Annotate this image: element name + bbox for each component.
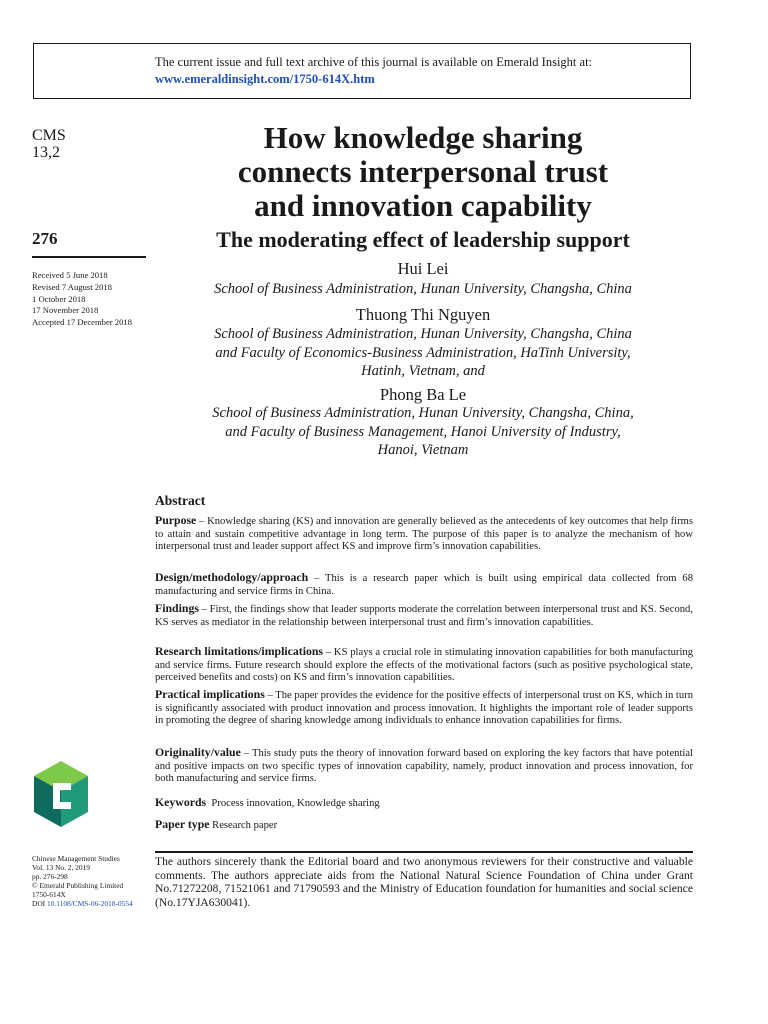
journal-abbr-line: CMS — [32, 127, 66, 144]
abstract-limitations — [155, 645, 693, 685]
abstract-practical — [155, 688, 693, 728]
title-line: How knowledge sharing — [263, 120, 583, 155]
journal-url-link[interactable]: www.emeraldinsight.com/1750-614X.htm — [155, 72, 375, 86]
imprint-line: © Emerald Publishing Limited — [32, 880, 124, 890]
section-label: Findings — [155, 601, 199, 615]
section-label: Practical implications — [155, 687, 265, 701]
author-affiliation — [160, 325, 686, 381]
banner-text: The current issue and full text archive of this journal is available on Emerald Insight at: — [155, 55, 593, 69]
paper-type-label: Paper type — [155, 817, 210, 831]
date-line: Revised 7 August 2018 — [32, 281, 112, 292]
imprint-line: Chinese Management Studies — [32, 854, 120, 863]
affiliation-line: Hatinh, Vietnam, and — [361, 363, 485, 379]
paper-type — [155, 817, 277, 832]
history-dates — [32, 270, 132, 329]
acknowledgement-text: The authors sincerely thank the Editorial board and two anonymous reviewers for their constructive and valuable comments. The authors appreciate aids from the National Natural Science Foundation of China under Grant No.71272208, 71521061 and 71790593 and the Ministry of Education foundation for humanities and social science (No.17YJA630041). — [155, 855, 693, 909]
journal-imprint — [32, 855, 150, 908]
affiliation-line: School of Business Administration, Hunan University, Changsha, China — [214, 326, 632, 342]
title-line: and innovation capability — [254, 188, 592, 223]
affiliation-line: School of Business Administration, Hunan University, Changsha, China — [214, 281, 632, 297]
section-label: Research limitations/implications — [155, 644, 324, 658]
affiliation-line: School of Business Administration, Hunan University, Changsha, China, — [212, 405, 634, 421]
paper-subtitle: The moderating effect of leadership support — [216, 227, 630, 252]
title-line: connects interpersonal trust — [237, 154, 609, 189]
section-text: KS plays a crucial role in stimulating innovation capabilities for both manufacturing and service firms. Future research should explore the effects of the motivational factors (such as positive psychological state, perceived benefits and costs) on KS and firm’s innovation capabilities. — [155, 647, 693, 684]
section-text: First, the findings show that leader supports moderate the correlation between interpersonal trust and KS. Second, KS serves as mediator in the relationship between interpersonal trust and firm’s innovation capabilities. — [155, 604, 693, 628]
abstract-heading: Abstract — [155, 493, 206, 508]
page-number: 276 — [32, 229, 58, 248]
date-line: Received 5 June 2018 — [32, 270, 108, 280]
author-name: Phong Ba Le — [379, 385, 467, 404]
journal-banner — [33, 43, 691, 99]
author-name: Hui Lei — [397, 259, 449, 278]
imprint-line: pp. 276-298 — [32, 871, 68, 881]
abstract-design — [155, 571, 693, 598]
margin-divider — [32, 256, 146, 258]
date-line: 1 October 2018 — [32, 293, 86, 304]
abstract-findings — [155, 602, 693, 629]
affiliation-line: and Faculty of Business Management, Hanoi University of Industry, — [225, 423, 621, 440]
keywords-label: Keywords — [155, 795, 207, 809]
keywords — [155, 795, 380, 810]
section-label: Originality/value — [155, 745, 241, 759]
section-sep: – — [323, 647, 334, 658]
doi-link[interactable]: 10.1108/CMS-06-2018-0554 — [47, 898, 133, 908]
imprint-line: Vol. 13 No. 2, 2019 — [32, 862, 90, 872]
abstract-originality — [155, 746, 693, 786]
footnote-divider — [155, 851, 693, 853]
section-sep: – — [198, 604, 210, 615]
section-text: Knowledge sharing (KS) and innovation are generally believed as the antecedents of key outcomes that help firms to attain and sustain competitive advantage in long term. The purpose of this paper is to analyze the mechanism of how interpersonal trust and leader support affect KS and improve firm’s innovation capabilities. — [155, 516, 694, 553]
section-sep: – — [264, 690, 276, 701]
section-text: This study puts the theory of innovation forward based on exploring the key factors that have potential and positive impacts on two specific types of innovation capability, namely, product innovation and process innovation, for both manufacturing and service firms. — [155, 748, 693, 785]
author-affiliation — [160, 280, 686, 299]
author-name: Thuong Thi Nguyen — [355, 305, 491, 324]
paper-title — [160, 121, 686, 223]
abstract-purpose — [155, 514, 693, 554]
section-sep: – — [240, 748, 253, 759]
section-label: Design/methodology/approach — [155, 570, 309, 584]
doi-line — [32, 900, 150, 909]
emerald-logo-icon — [31, 759, 91, 829]
paper-type-value: Research paper — [212, 820, 278, 831]
date-line: Accepted 17 December 2018 — [32, 317, 132, 328]
section-label: Purpose — [155, 513, 197, 527]
section-sep: – — [196, 516, 208, 527]
affiliation-line: and Faculty of Economics-Business Administration, HaTinh University, — [215, 344, 631, 361]
date-line: 17 November 2018 — [32, 305, 99, 316]
section-text: This is a research paper which is built using empirical data collected from 68 manufacturing and service firms in China. — [155, 573, 693, 597]
keywords-value: Process innovation, Knowledge sharing — [211, 798, 380, 809]
section-sep: – — [308, 573, 325, 584]
author-affiliation — [160, 404, 686, 460]
imprint-line: 1750-614X — [32, 889, 66, 899]
section-text: The paper provides the evidence for the positive effects of interpersonal trust on KS, which in turn is significantly associated with product innovation and process innovation. It highlights the important role of leader supports in promoting the degree of sharing knowledge among individuals to enhance innovation capabilities for firms. — [155, 690, 693, 727]
doi-label: DOI — [32, 898, 46, 908]
affiliation-line: Hanoi, Vietnam — [377, 442, 469, 458]
journal-volume-issue: 13,2 — [32, 144, 60, 161]
journal-abbreviation — [32, 127, 66, 161]
